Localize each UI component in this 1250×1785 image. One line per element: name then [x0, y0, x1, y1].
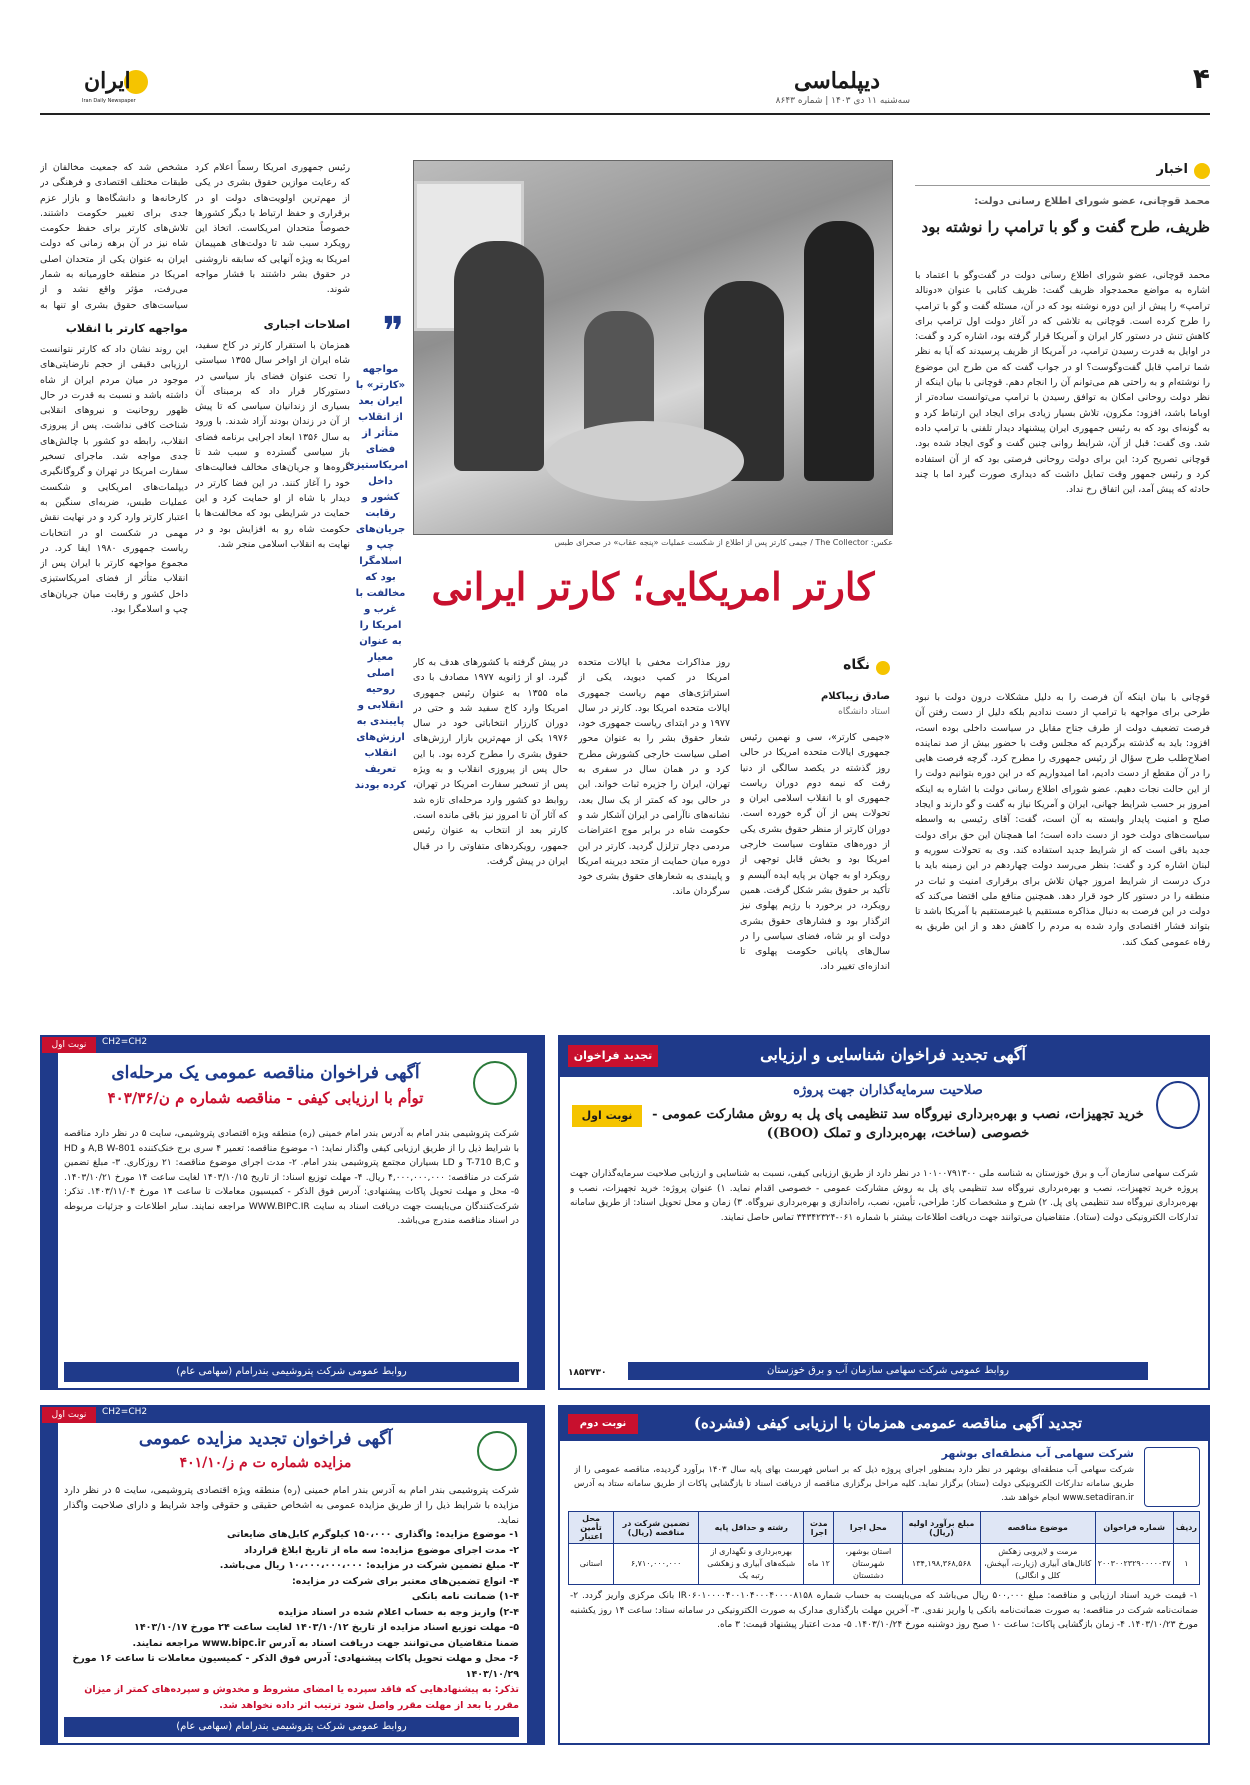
auction-item: ۲- مدت اجرای موضوع مزایده: سه ماه از تاریخ ابلاغ قرارداد	[244, 1544, 519, 1556]
ad-subtitle: توأم با ارزیابی کیفی - مناقصه شماره م ن/۴۰۳/۳۶	[107, 1089, 424, 1107]
feature-col-4-intro: رئیس جمهوری امریکا رسماً اعلام کرد که رعایت موازین حقوق بشری در یکی از مهم‌ترین اولویت‌های دولت او در برقراری و حفظ ارتباط با دیگر کشورها خصوصاً متحدان امریکاست. اتخاذ این رویکرد سبب شد تا دولت‌های همپیمان امریکا به ویژه آنهایی که سابقه ناروشنی در حقوق بشر داشتند با فشار مواجه شوند.	[195, 162, 350, 296]
company-logo-icon	[477, 1431, 517, 1471]
ad-project-title: خرید تجهیزات، نصب و بهره‌برداری نیروگاه سد تنظیمی پای پل به روش مشارکت عمومی - خصوصی (ساخت، بهره‌برداری و تملک (BOO))	[652, 1107, 1144, 1141]
ch-strip-text: CH2=CH2	[102, 1037, 148, 1047]
ad-footer: روابط عمومی شرکت پتروشیمی بندرامام (سهامی عام)	[64, 1717, 519, 1737]
ad-badge: نوبت دوم	[568, 1414, 638, 1434]
feature-col-5-heading: مواجهه کارتر با انقلاب	[65, 322, 188, 335]
feature-col-4-heading: اصلاحات اجباری	[263, 318, 350, 331]
auction-item: ۱-۴) ضمانت نامه بانکی	[411, 1591, 519, 1602]
ch-strip-side	[42, 1053, 58, 1388]
table-header-cell: شماره فراخوان	[1095, 1512, 1173, 1544]
ad-bushehr-tender	[558, 1405, 1210, 1745]
feature-headline: کارتر امریکایی؛ کارتر ایرانی	[431, 564, 875, 609]
feature-col-3: در پیش گرفته با کشورهای هدف به کار گیرد. او از ژانویه ۱۹۷۷ مصادف با دی ماه ۱۳۵۵ به عنوان رئیس جمهوری امریکا وارد کاخ سفید شد و حتی در دوران کارزار انتخاباتی خود در سال ۱۹۷۶ یکی از مهم‌ترین بازار ارزش‌های حقوق بشری را مطرح کرده بود. با این حال پس از پیروزی انقلاب و به ویژه پس از تسخیر سفارت امریکا در تهران، روابط دو کشور وارد مرحله‌ای تازه شد که آثار آن تا امروز نیز باقی مانده است. کارتر بعد از انتخاب به عنوان رئیس جمهور، رویکردهای متفاوتی را در قبال ایران در پیش گرفت.	[413, 657, 568, 867]
auction-item: ۴- انواع تضمین‌های معتبر برای شرکت در مزایده:	[291, 1575, 519, 1587]
author-name: صادق زیباکلام	[820, 691, 890, 702]
table-header-cell: موضوع مناقصه	[980, 1512, 1095, 1544]
logo-text: ایران	[84, 68, 131, 94]
ch-strip-side	[42, 1423, 58, 1743]
ad-subtitle: صلاحیت سرمایه‌گذاران جهت پروژه	[793, 1083, 983, 1098]
page-number: ۴	[1192, 62, 1210, 95]
ch-strip-top	[42, 1037, 543, 1053]
table-cell: ۶,۷۱۰,۰۰۰,۰۰۰	[614, 1544, 699, 1585]
auction-item: ۳- مبلغ تضمین شرکت در مزایده: ۱۰،۰۰۰،۰۰۰،۰۰۰ ریال می‌باشد.	[219, 1560, 519, 1571]
ad-subtitle: مزایده شماره ت م ز/۴۰۱/۱۰	[179, 1455, 352, 1471]
table-cell: ۱۲ ماه	[804, 1544, 834, 1585]
nigah-label: نگاه	[843, 657, 870, 673]
ad-nobat: نوبت اول	[572, 1105, 642, 1127]
table-cell: مرمت و لایروبی زهکش کانال‌های آبیاری (زیارت، آبپخش، کلل و انگالی)	[980, 1544, 1095, 1585]
ad-badge: نوبت اول	[42, 1037, 96, 1053]
ad-title: آگهی تجدید فراخوان شناسایی و ارزیابی	[760, 1045, 1026, 1064]
feature-col-5b: این روند نشان داد که کارتر نتوانست ارزیابی دقیقی از حجم نارضایتی‌های موجود در میان مردم ایران از شاه داشته باشد و نسبت به قدرت در حال ظهور روحانیت و نیروهای انقلابی شناخت کافی نداشت. پس از پیروزی انقلاب، رابطه دو کشور با چالش‌های جدی مواجه شد. ماجرای تسخیر سفارت امریکا در تهران و گروگانگیری دیپلمات‌های امریکایی و شکست عملیات طبس، ضربه‌ای سنگین به اعتبار کارتر وارد کرد و در نهایت نقش مهمی در شکست او در انتخابات ریاست جمهوری ۱۹۸۰ ایفا کرد. در مجموع مواجهه کارتر با ایران پس از انقلاب متأثر از فضای امریکاستیزی داخل کشور و رقابت میان جریان‌های چپ و اسلامگرا بود.	[40, 344, 188, 616]
news-sidebar	[915, 160, 1210, 1160]
gov-emblem-icon	[1156, 1081, 1200, 1129]
ad-body: ۱- قیمت خرید اسناد ارزیابی و مناقصه: مبلغ ۵۰۰,۰۰۰ ریال می‌باشد که می‌بایست به حساب شماره IR۰۶۰۱۰۰۰۰۴۰۰۱۰۴۰۰۰۴۰۰۰۰۸۱۵۸ بانک مرکزی واریز گردد. ۲- ضمانت‌نامه شرکت در مناقصه: به صورت ضمانت‌نامه بانکی یا واریز نقدی. ۳- آخرین مهلت بارگذاری مدارک به صورت الکترونیکی در سامانه ستاد: ساعت ۱۴ روز یکشنبه مورخ ۱۴۰۳/۱۰/۲۳. ۴- زمان بازگشایی پاکات: ساعت ۱۰ صبح روز دوشنبه مورخ ۱۴۰۳/۱۰/۲۴. ۵- مدت اعتبار پیشنهاد قیمت: ۳ ماه.	[570, 1591, 1198, 1630]
ad-petrochem-tender	[40, 1035, 545, 1390]
ad-body: شرکت سهامی سازمان آب و برق خوزستان به شناسه ملی ۱۰۱۰۰۷۹۱۳۰۰ در نظر دارد از طریق ارزیابی کیفی، نسبت به شناسایی و ارزیابی صلاحیت سرمایه‌گذاران جهت پروژه خرید تجهیزات، نصب و بهره‌برداری نیروگاه سد تنظیمی پای پل به روش مشارکت عمومی - خصوصی اقدام نماید. ۱) عنوان پروژه: خرید تجهیزات، نصب و بهره‌برداری نیروگاه سد تنظیمی پای پل. ۲) شرح و مشخصات کار: طراحی، تأمین، نصب، راه‌اندازی و بهره‌برداری نیروگاه. ۳) زمان و محل تحویل اسناد: از طریق سامانه تدارکات الکترونیکی دولت (ستاد). متقاضیان می‌توانند جهت دریافت اطلاعات بیشتر با شماره ۰۶۱-۳۴۳۴۲۳۲۴ تماس حاصل نمایند.	[570, 1169, 1198, 1223]
sidebar-headline: ظریف، طرح گفت و گو با ترامپ را نوشته بود	[921, 218, 1210, 236]
photo-figure	[804, 221, 874, 481]
ad-items	[64, 1527, 519, 1712]
ad-intro: شرکت سهامی آب منطقه‌ای بوشهر در نظر دارد بمنظور اجرای پروژه ذیل که بر اساس فهرست بهای پایه سال ۱۴۰۳ برآورد گردیده، مناقصه عمومی را از طریق سامانه تدارکات الکترونیکی دولت (ستاد) برگزار نماید. کلیه مراحل برگزاری مناقصه از دریافت اسناد تا بازگشایی پاکات از طریق سامانه ستاد به آدرس www.setadiran.ir انجام خواهد شد.	[574, 1465, 1134, 1503]
sidebar-body-1: محمد قوچانی، عضو شورای اطلاع رسانی دولت در گفت‌وگو با اعتماد با اشاره به مواضع محمدجواد ظریف گفت: ظریف کتابی با عنوان «دونالد ترامپ» را پیش از این دوره نوشته بود که در آن، مسئله گفت و گو با ترامپ را طرح کرده است. قوچانی به تلاشی که در آغاز دولت اول ترامپ برای کاهش تنش در دستور کار ایران و آمریکا قرار گرفته بود، اشاره کرد و گفت: در اوایل به قدرت رسیدن ترامپ، در آمریکا از ظریف پرسیدند که آیا به نظر شما ترامپ قابل گفت‌وگوست؟ او در جواب گفت که من طرح این موضوع را نوشته‌ام و به راحتی هم می‌توانم آن را انجام دهم. قوچانی با بیان اینکه از نظر دولت روحانی امکان به توافق رسیدن با ترامپ می‌توانست ساده‌تر از اوباما باشد، افزود: مکرون، تلاش بسیار زیادی برای ایجاد این ارتباط کرد و به گونه‌ای بود که به رئیس جمهوری ایران پیشنهاد دیدار تلفنی با ترامپ داده شد. وی گفت: قبل از آن، شرایط روانی چنین گفت و گوی ایجاد شده بود. قوچانی تصریح کرد: این برای دولت روحانی فرصتی بود که از آن استفاده کرد و رئیس جمهور وقت تمایل داشت که دیداری صورت گیرد اما با چند حادثه که پیش آمد، این اتفاق رخ نداد.	[915, 270, 1210, 496]
author-title: استاد دانشگاه	[838, 707, 890, 717]
date-line: سه‌شنبه ۱۱ دی ۱۴۰۳ | شماره ۸۶۴۳	[775, 96, 910, 106]
ch-strip-text: CH2=CH2	[102, 1407, 148, 1417]
table-header-cell: محل اجرا	[834, 1512, 903, 1544]
feature-col-1: «جیمی کارتر»، سی و نهمین رئیس جمهوری ایالات متحده امریکا در حالی روز گذشته در یکصد سالگی از دنیا رفت که نیمه دوم دوران ریاست جمهوری او با انقلاب اسلامی ایران و تحولات پس از آن گره خورده است. دوران کارتر از منظر حقوق بشری یکی از دوره‌های متفاوت سیاست خارجی امریکا بود و بخش قابل توجهی از رویکرد او به جهان بر پایه ایده آلیسم و تأکید بر حقوق بشر شکل گرفت. همین رویکرد، در برخورد با رژیم پهلوی نیز اثرگذار بود و فشارهای حقوق بشری دولت او بر شاه، فضای سیاسی را در سال‌های پایانی حکومت پهلوی تا اندازه‌ای تغییر داد.	[740, 732, 890, 973]
ch-strip-top	[42, 1407, 543, 1423]
section-title: دیپلماسی	[793, 68, 880, 94]
ad-title: تجدید آگهی مناقصه عمومی همزمان با ارزیابی کیفی (فشرده)	[693, 1414, 1083, 1432]
auction-item: ۱- موضوع مزایده: واگذاری ۱۵۰،۰۰۰ کیلوگرم کابل‌های ضایعاتی	[227, 1529, 519, 1540]
ad-intro: شرکت پتروشیمی بندر امام به آدرس بندر امام خمینی (ره) منطقه ویژه اقتصادی پتروشیمی، سایت ۵ در نظر دارد مزایده با شرایط ذیل را از طریق مزایده عمومی به اشخاص حقیقی و حقوقی واجد شرایط و دارای صلاحیت واگذار نماید.	[64, 1485, 519, 1526]
company-logo-icon	[473, 1061, 517, 1105]
page-header	[40, 60, 1210, 115]
table-header-cell: مدت اجرا	[804, 1512, 834, 1544]
photo-caption: عکس: The Collector / جیمی کارتر پس از اطلاع از شکست عملیات «پنجه عقاب» در صحرای طبس	[554, 538, 893, 547]
feature-photo	[413, 160, 893, 535]
table-header-cell: ردیف	[1173, 1512, 1199, 1544]
auction-item: تذکر: به پیشنهادهایی که فاقد سپرده یا امضای مشروط و مخدوش و سپرده‌های کمتر از میزان مقرر یا بعد از مهلت مقرر واصل شود ترتیب اثر داده نخواهد شد.	[84, 1684, 519, 1711]
feature-col-4: همزمان با استقرار کارتر در کاخ سفید، شاه ایران از اواخر سال ۱۳۵۵ سیاستی را تحت عنوان فضای باز سیاسی در دستورکار قرار داد که برمبنای آن بسیاری از زندانیان سیاسی که تا پیش از آن در زندان بودند آزاد شدند. با ورود به سال ۱۳۵۶ ابعاد اجرایی برنامه فضای باز سیاسی گسترده و سبب شد تا گروه‌ها و جریان‌های مخالف فعالیت‌های خود را آغاز کنند. در این فضا کارتر در دیدار با شاه از او حمایت کرد و این حمایت در شرایطی بود که مخالفت‌ها با حکومت شاه رو به افزایش بود و در نهایت به انقلاب اسلامی منجر شد.	[195, 340, 350, 550]
ad-footer: روابط عمومی شرکت پتروشیمی بندرامام (سهامی عام)	[64, 1362, 519, 1382]
table-cell: بهره‌برداری و نگهداری از شبکه‌های آبیاری و زهکشی رتبه یک	[699, 1544, 804, 1585]
table-header-cell: مبلغ برآورد اولیه (ریال)	[903, 1512, 981, 1544]
ad-title: آگهی فراخوان مناقصه عمومی یک مرحله‌ای	[111, 1063, 420, 1083]
table-cell: ۲۰۰۳۰۰۲۳۲۹۰۰۰۰۰۳۷	[1095, 1544, 1173, 1585]
pull-quote	[345, 309, 408, 791]
ad-footer: روابط عمومی شرکت سهامی سازمان آب و برق خوزستان	[628, 1362, 1148, 1380]
quote-mark-icon: ❞	[382, 309, 404, 355]
ad-badge: تجدید فراخوان	[568, 1045, 658, 1067]
table-header-cell: رشته و حداقل پایه	[699, 1512, 804, 1544]
logo-subtitle: Iran Daily Newspaper	[82, 98, 136, 104]
logo	[80, 66, 150, 112]
feature-col-2: روز مذاکرات مخفی با ایالات متحده امریکا در کمپ دیوید، یکی از استراتژی‌های مهم ریاست جمهوری ایالات متحده امریکا بود. کارتر در سال ۱۹۷۷ و در ابتدای ریاست جمهوری خود، شعار حقوق بشر را به عنوان محور اصلی سیاست خارجی کشورش مطرح کرد و در همان سال در سفری به تهران، ایران را جزیره ثبات خواند. این در حالی بود که کمتر از یک سال بعد، نشانه‌های ناآرامی در ایران آشکار شد و حکومت شاه در برابر موج اعتراضات مردمی دچار تزلزل گردید. کارتر در این دوره میان حمایت از متحد دیرینه امریکا و پایبندی به شعارهای حقوق بشری خود سرگردان ماند.	[578, 657, 730, 898]
table-header-cell: محل تأمین اعتبار	[569, 1512, 614, 1544]
water-logo-icon	[1144, 1447, 1200, 1507]
ad-badge: نوبت اول	[42, 1407, 96, 1423]
table-cell: استان بوشهر، شهرستان دشتستان	[834, 1544, 903, 1585]
ad-petrochem-auction	[40, 1405, 545, 1745]
section-dot-icon	[1194, 163, 1210, 179]
sidebar-section	[915, 160, 1210, 186]
sidebar-kicker: محمد قوچانی، عضو شورای اطلاع رسانی دولت:	[974, 196, 1210, 207]
sidebar-section-label: اخبار	[1156, 162, 1188, 177]
table-header-cell: تضمین شرکت در مناقصه (ریال)	[614, 1512, 699, 1544]
photo-figure	[454, 241, 544, 471]
ad-khuzestan-water	[558, 1035, 1210, 1390]
pull-quote-text: مواجهه «کارتر» با ایران بعد از انقلاب متأثر از فضای امریکاستیزی داخل کشور و رقابت جریان‌های چپ و اسلامگرا بود که مخالفت با غرب و امریکا را به عنوان معیار اصلی روحیه انقلابی و پایبندی به ارزش‌های انقلاب تعریف کرده بودند	[345, 364, 408, 791]
sidebar-body-2: قوچانی با بیان اینکه آن فرصت را به دلیل مشکلات درون دولت با نبود طرحی برای مواجهه با ترامپ از دست ندادیم بلکه دلیل از دست رفتن آن فرصت تضعیف دولت از طرف جناح مقابل در سیاست داخلی بوده است، افزود: باید به گذشته برگردیم که مجلس وقت با حضور بیش از صد نماینده اصلاح‌طلب طرح سؤال از رئیس جمهوری را مطرح کرد. گرچه فرصت هایی را در آن مقطع از دست دادیم، اما امیدواریم که در این دوره بتوانیم دولت را از این حالت نجات دهیم. عضو شورای اطلاع رسانی دولت با اشاره به اینکه امروز بر حسب شرایط جهانی، ایران و آمریکا نیاز به گفت و گو دارند و ایجاد صلح و امنیت پایدار وابسته به آن است، گفت: آقای رئیسی به واسطه سیاست‌های دولت خود از دست داده است؛ اما همچنان این حق برای دولت جدید باقی است که از شرایط جدید استفاده کند. وی به تحولات سوریه و لبنان اشاره کرد و گفت: بنظر می‌رسد دولت چهاردهم در این زمینه باید با درک درست از شرایط امروز جهان تلاش برای برقراری امنیت و ثبات در منطقه را در دستور کار خود قرار دهد. همچنین منافع ملی اقتضا می‌کند که دولت در این فرصت به دنبال مذاکره مستقیم یا غیرمستقیم با آمریکا باشد تا بتواند فشار اقتصادی وارد شده به مردم را کاهش دهد و از این طریق به رفاه عمومی کمک کند.	[915, 692, 1210, 948]
tender-table	[568, 1511, 1200, 1585]
section-dot-icon	[876, 661, 890, 675]
ch-strip-side	[527, 1053, 543, 1388]
auction-item: ۲-۴) واریز وجه به حساب اعلام شده در اسناد مزایده	[278, 1606, 519, 1618]
auction-item: ۶- محل و مهلت تحویل پاکات پیشنهادی: آدرس فوق الذکر - کمیسیون معاملات تا ساعت ۱۶ مورخ ۱۴۰۳/۱۰/۲۹	[72, 1653, 519, 1680]
feature-col-5: مشخص شد که جمعیت مخالفان از طبقات مختلف اقتصادی و فرهنگی در کارخانه‌ها و دانشگاه‌ها و بازار عزم جدی برای تغییر حکومت داشتند. تلاش‌های کارتر برای حفظ حکومت شاه نیز در آن برهه زمانی که دولت ایران به عنوان یکی از متحدان اصلی امریکا در منطقه خاورمیانه به شمار می‌رفت، مؤثر واقع نشد و از سیاست‌های حقوق بشری او تنها به	[40, 162, 188, 311]
auction-item: ۵- مهلت توزیع اسناد مزایده از تاریخ ۱۴۰۳/۱۰/۱۲ لغایت ساعت ۲۴ مورخ ۱۴۰۳/۱۰/۱۷	[134, 1622, 519, 1633]
auction-item: ضمنا متقاضیان می‌توانند جهت دریافت اسناد به آدرس www.bipc.ir مراجعه نمایند.	[132, 1637, 519, 1649]
table-cell: ۱۳۴,۱۹۸,۳۶۸,۵۶۸	[903, 1544, 981, 1585]
ch-strip-side	[527, 1423, 543, 1743]
ad-body: شرکت پتروشیمی بندر امام به آدرس بندر امام خمینی (ره) منطقه ویژه اقتصادی پتروشیمی، سایت ۵ در نظر دارد مناقصه با شرایط ذیل را از طریق ارزیابی کیفی واگذار نماید: ۱- موضوع مناقصه: تعمیر ۴ سری برج خنک‌کننده A,B W-801 و HD و T-710 B,C و LD بسیاران مجتمع پتروشیمی بندر امام. ۲- مدت اجرای موضوع مناقصه: ۲۱ روزکاری. ۳- مبلغ تضمین شرکت در مناقصه: ۴,۰۰۰,۰۰۰,۰۰۰ ریال. ۴- مهلت توزیع اسناد: از تاریخ ۱۴۰۳/۱۰/۱۵ لغایت ساعت ۱۴ مورخ ۱۴۰۳/۱۰/۲۱. ۵- محل و مهلت تحویل پاکات پیشنهادی: آدرس فوق الذکر - کمیسیون معاملات تا ساعت ۱۴ مورخ ۱۴۰۳/۱۱/۰۴. تذکر: شرکت‌کنندگان می‌بایست جهت دریافت اسناد به سایت WWW.BIPC.IR مراجعه نمایند. سایر اطلاعات و جزئیات مربوطه در اسناد مناقصه مندرج می‌باشد.	[64, 1129, 519, 1226]
ad-title: آگهی فراخوان تجدید مزایده عمومی	[138, 1429, 393, 1449]
photo-table	[544, 421, 744, 501]
table-cell: استانی	[569, 1544, 614, 1585]
table-cell: ۱	[1173, 1544, 1199, 1585]
ad-org: شرکت سهامی آب منطقه‌ای بوشهر	[941, 1447, 1134, 1460]
table-row	[569, 1544, 1200, 1585]
ad-code: ۱۸۵۳۷۳۰	[568, 1368, 607, 1378]
